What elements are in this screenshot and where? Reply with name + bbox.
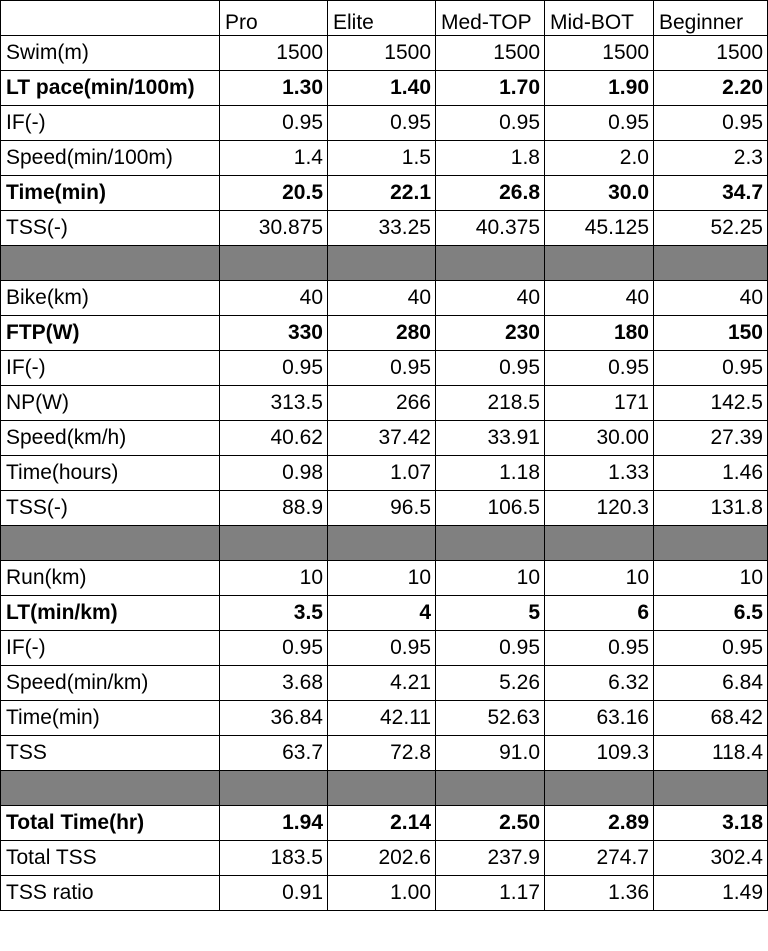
value-cell: 0.95	[220, 106, 328, 141]
value-cell: 10	[436, 561, 545, 596]
value-cell: 1.40	[328, 71, 436, 106]
value-cell: 3.18	[654, 806, 768, 841]
value-cell: 4	[328, 596, 436, 631]
row-label: TSS(-)	[1, 211, 220, 246]
value-cell: 1.30	[220, 71, 328, 106]
table-row-swim-tss	[1, 211, 768, 246]
value-cell: 1500	[328, 36, 436, 71]
value-cell: 22.1	[328, 176, 436, 211]
value-cell: 40	[220, 281, 328, 316]
value-cell: 330	[220, 316, 328, 351]
table-row-bike-speed	[1, 421, 768, 456]
value-cell: 0.95	[328, 631, 436, 666]
value-cell: 10	[328, 561, 436, 596]
value-cell: 1.17	[436, 876, 545, 911]
table-row-run-tss	[1, 736, 768, 771]
row-label: Speed(min/km)	[1, 666, 220, 701]
row-label: IF(-)	[1, 106, 220, 141]
value-cell: 88.9	[220, 491, 328, 526]
value-cell: 218.5	[436, 386, 545, 421]
separator-cell	[545, 771, 654, 806]
table-row-swim-if	[1, 106, 768, 141]
value-cell: 0.95	[328, 351, 436, 386]
value-cell: 1.94	[220, 806, 328, 841]
value-cell: 5	[436, 596, 545, 631]
value-cell: 1500	[545, 36, 654, 71]
value-cell: 68.42	[654, 701, 768, 736]
value-cell: 26.8	[436, 176, 545, 211]
header-row	[1, 1, 768, 36]
table-row-swim-distance	[1, 36, 768, 71]
separator-cell	[328, 771, 436, 806]
value-cell: 118.4	[654, 736, 768, 771]
value-cell: 10	[220, 561, 328, 596]
separator-cell	[328, 246, 436, 281]
row-label: TSS(-)	[1, 491, 220, 526]
value-cell: 0.95	[654, 106, 768, 141]
table-row-run-speed	[1, 666, 768, 701]
row-label: Total Time(hr)	[1, 806, 220, 841]
row-label: Run(km)	[1, 561, 220, 596]
value-cell: 36.84	[220, 701, 328, 736]
table-row-run-time	[1, 701, 768, 736]
value-cell: 302.4	[654, 841, 768, 876]
value-cell: 0.95	[328, 106, 436, 141]
separator-cell	[545, 526, 654, 561]
value-cell: 40	[436, 281, 545, 316]
value-cell: 1.90	[545, 71, 654, 106]
value-cell: 142.5	[654, 386, 768, 421]
value-cell: 0.95	[654, 631, 768, 666]
value-cell: 10	[654, 561, 768, 596]
table-row-swim-time	[1, 176, 768, 211]
separator-cell	[654, 771, 768, 806]
section-separator-row	[1, 771, 768, 806]
value-cell: 2.0	[545, 141, 654, 176]
separator-cell	[654, 246, 768, 281]
value-cell: 2.50	[436, 806, 545, 841]
table-row-bike-distance	[1, 281, 768, 316]
value-cell: 0.95	[545, 631, 654, 666]
table-body	[1, 1, 768, 911]
value-cell: 40	[328, 281, 436, 316]
value-cell: 202.6	[328, 841, 436, 876]
row-label: Speed(min/100m)	[1, 141, 220, 176]
row-label: Bike(km)	[1, 281, 220, 316]
value-cell: 63.7	[220, 736, 328, 771]
value-cell: 109.3	[545, 736, 654, 771]
row-label: Time(min)	[1, 701, 220, 736]
value-cell: 4.21	[328, 666, 436, 701]
separator-cell	[545, 246, 654, 281]
value-cell: 27.39	[654, 421, 768, 456]
value-cell: 131.8	[654, 491, 768, 526]
table-row-bike-tss	[1, 491, 768, 526]
row-label: Total TSS	[1, 841, 220, 876]
value-cell: 0.95	[220, 351, 328, 386]
value-cell: 72.8	[328, 736, 436, 771]
value-cell: 1.8	[436, 141, 545, 176]
value-cell: 33.91	[436, 421, 545, 456]
value-cell: 0.95	[220, 631, 328, 666]
value-cell: 1.18	[436, 456, 545, 491]
column-header: Pro	[220, 1, 328, 36]
table-row-swim-speed	[1, 141, 768, 176]
value-cell: 30.00	[545, 421, 654, 456]
value-cell: 10	[545, 561, 654, 596]
value-cell: 120.3	[545, 491, 654, 526]
value-cell: 96.5	[328, 491, 436, 526]
table-row-swim-lt-pace	[1, 71, 768, 106]
value-cell: 63.16	[545, 701, 654, 736]
value-cell: 180	[545, 316, 654, 351]
value-cell: 91.0	[436, 736, 545, 771]
value-cell: 266	[328, 386, 436, 421]
value-cell: 52.63	[436, 701, 545, 736]
row-label: Time(hours)	[1, 456, 220, 491]
value-cell: 0.95	[545, 351, 654, 386]
column-header: Elite	[328, 1, 436, 36]
separator-cell	[328, 526, 436, 561]
value-cell: 106.5	[436, 491, 545, 526]
column-header: Mid-BOT	[545, 1, 654, 36]
row-label: Swim(m)	[1, 36, 220, 71]
value-cell: 42.11	[328, 701, 436, 736]
row-label: Time(min)	[1, 176, 220, 211]
table-row-run-lt	[1, 596, 768, 631]
table-row-run-if	[1, 631, 768, 666]
value-cell: 1500	[220, 36, 328, 71]
separator-cell	[220, 526, 328, 561]
separator-cell	[1, 526, 220, 561]
value-cell: 171	[545, 386, 654, 421]
separator-cell	[436, 246, 545, 281]
value-cell: 6.5	[654, 596, 768, 631]
section-separator-row	[1, 526, 768, 561]
separator-cell	[654, 526, 768, 561]
section-separator-row	[1, 246, 768, 281]
separator-cell	[436, 526, 545, 561]
table-row-bike-ftp	[1, 316, 768, 351]
separator-cell	[436, 771, 545, 806]
value-cell: 33.25	[328, 211, 436, 246]
value-cell: 6	[545, 596, 654, 631]
value-cell: 1.70	[436, 71, 545, 106]
value-cell: 40.375	[436, 211, 545, 246]
column-header: Med-TOP	[436, 1, 545, 36]
table-row-bike-np	[1, 386, 768, 421]
value-cell: 2.14	[328, 806, 436, 841]
value-cell: 0.95	[436, 631, 545, 666]
value-cell: 1.07	[328, 456, 436, 491]
value-cell: 313.5	[220, 386, 328, 421]
value-cell: 37.42	[328, 421, 436, 456]
table-row-run-distance	[1, 561, 768, 596]
value-cell: 1500	[436, 36, 545, 71]
value-cell: 0.95	[436, 351, 545, 386]
value-cell: 1.5	[328, 141, 436, 176]
row-label: IF(-)	[1, 351, 220, 386]
table-row-totals-time	[1, 806, 768, 841]
value-cell: 2.3	[654, 141, 768, 176]
value-cell: 40.62	[220, 421, 328, 456]
separator-cell	[220, 246, 328, 281]
value-cell: 1.36	[545, 876, 654, 911]
value-cell: 34.7	[654, 176, 768, 211]
row-label: LT pace(min/100m)	[1, 71, 220, 106]
value-cell: 150	[654, 316, 768, 351]
value-cell: 6.84	[654, 666, 768, 701]
value-cell: 20.5	[220, 176, 328, 211]
value-cell: 6.32	[545, 666, 654, 701]
separator-cell	[1, 246, 220, 281]
value-cell: 1500	[654, 36, 768, 71]
value-cell: 45.125	[545, 211, 654, 246]
separator-cell	[1, 771, 220, 806]
value-cell: 0.91	[220, 876, 328, 911]
table-row-bike-if	[1, 351, 768, 386]
row-label: LT(min/km)	[1, 596, 220, 631]
value-cell: 2.89	[545, 806, 654, 841]
table-row-totals-tss	[1, 841, 768, 876]
row-label: NP(W)	[1, 386, 220, 421]
row-label: IF(-)	[1, 631, 220, 666]
row-label: TSS	[1, 736, 220, 771]
value-cell: 30.875	[220, 211, 328, 246]
corner-cell	[1, 1, 220, 36]
value-cell: 40	[545, 281, 654, 316]
separator-cell	[220, 771, 328, 806]
value-cell: 52.25	[654, 211, 768, 246]
value-cell: 1.4	[220, 141, 328, 176]
value-cell: 5.26	[436, 666, 545, 701]
value-cell: 1.33	[545, 456, 654, 491]
value-cell: 0.95	[436, 106, 545, 141]
value-cell: 30.0	[545, 176, 654, 211]
value-cell: 1.00	[328, 876, 436, 911]
value-cell: 230	[436, 316, 545, 351]
value-cell: 274.7	[545, 841, 654, 876]
value-cell: 2.20	[654, 71, 768, 106]
value-cell: 40	[654, 281, 768, 316]
value-cell: 1.46	[654, 456, 768, 491]
value-cell: 183.5	[220, 841, 328, 876]
value-cell: 3.5	[220, 596, 328, 631]
value-cell: 0.95	[545, 106, 654, 141]
value-cell: 237.9	[436, 841, 545, 876]
row-label: FTP(W)	[1, 316, 220, 351]
row-label: TSS ratio	[1, 876, 220, 911]
value-cell: 0.95	[654, 351, 768, 386]
value-cell: 1.49	[654, 876, 768, 911]
value-cell: 3.68	[220, 666, 328, 701]
value-cell: 280	[328, 316, 436, 351]
value-cell: 0.98	[220, 456, 328, 491]
row-label: Speed(km/h)	[1, 421, 220, 456]
table-row-totals-ratio	[1, 876, 768, 911]
table-row-bike-time	[1, 456, 768, 491]
column-header: Beginner	[654, 1, 768, 36]
